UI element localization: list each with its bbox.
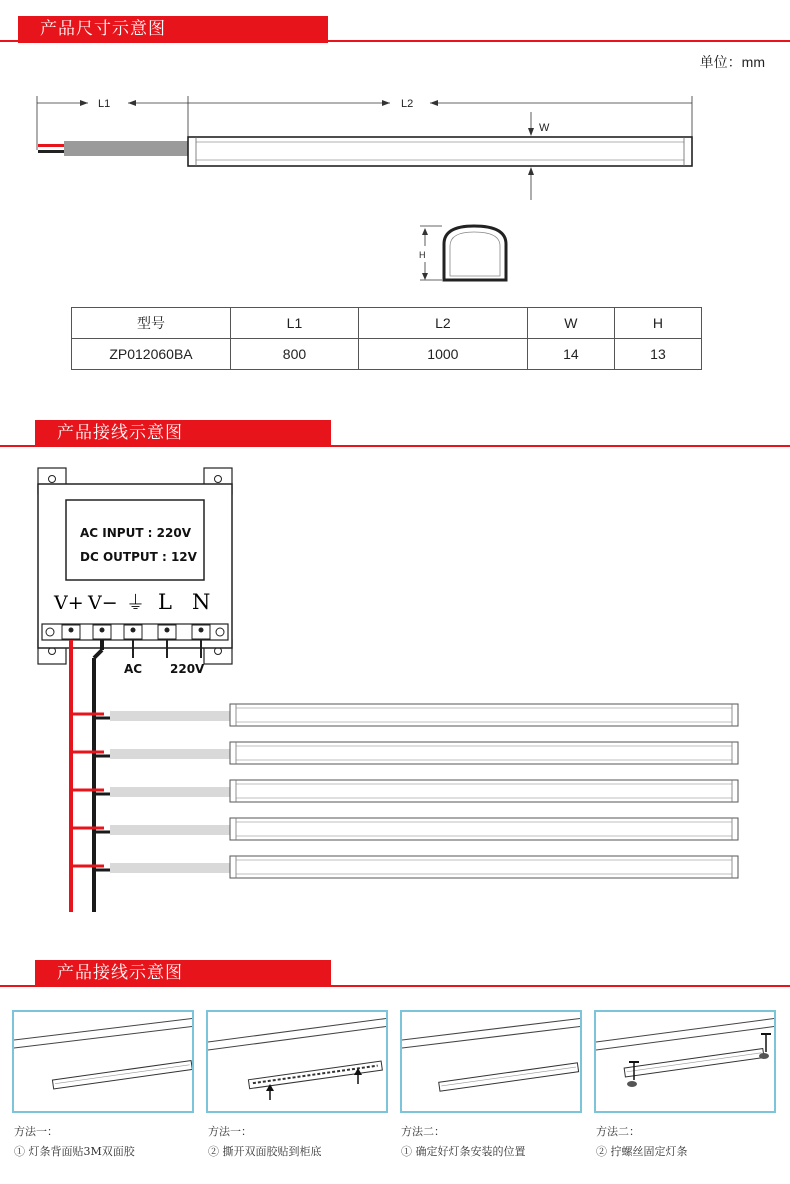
dimension-label-l2: L2: [401, 98, 414, 110]
terminal-label-n: N: [192, 590, 211, 614]
section-header-install: 产品接线示意图: [35, 960, 331, 987]
section-header-wiring: 产品接线示意图: [35, 420, 331, 447]
driver-dc-output: DC OUTPUT : 12V: [80, 550, 197, 564]
terminal-label-vplus: V+: [54, 592, 84, 614]
table-cell-l1: 800: [231, 339, 359, 370]
install-panel-4: [594, 1010, 776, 1113]
install-step-text: ② 撕开双面胶贴到柜底: [208, 1145, 322, 1158]
voltage-label: 220V: [170, 662, 205, 676]
install-panel-2: [206, 1010, 388, 1113]
install-method-label: 方法一：: [14, 1125, 58, 1138]
table-cell-w: 14: [527, 339, 614, 370]
install-panel-3: [400, 1010, 582, 1113]
terminal-label-vminus: V−: [88, 592, 118, 614]
table-header-h: H: [614, 308, 701, 339]
table-header-l2: L2: [358, 308, 527, 339]
table-cell-l2: 1000: [358, 339, 527, 370]
install-caption-4: [596, 1122, 688, 1162]
table-cell-h: 13: [614, 339, 701, 370]
install-method-label: 方法一：: [208, 1125, 252, 1138]
led-strip: [71, 856, 738, 878]
table-header-l1: L1: [231, 308, 359, 339]
section-divider: [0, 445, 790, 447]
power-driver: [38, 468, 232, 676]
table-cell-model: ZP012060BA: [72, 339, 231, 370]
section-header-dimensions: 产品尺寸示意图: [18, 16, 328, 43]
spec-table: [71, 307, 702, 370]
install-caption-1: [14, 1122, 135, 1162]
dimension-label-l1: L1: [98, 98, 111, 110]
terminal-label-ground: ⏚: [126, 592, 146, 614]
driver-ac-input: AC INPUT : 220V: [80, 526, 191, 540]
dimension-label-w: W: [539, 122, 550, 134]
led-strip: [71, 742, 738, 764]
table-header-model: 型号: [72, 308, 231, 339]
dimension-label-h: H: [419, 250, 426, 260]
led-strip: [71, 780, 738, 802]
ac-label: AC: [124, 662, 143, 676]
table-header-w: W: [527, 308, 614, 339]
led-strip: [71, 704, 738, 726]
install-method-label: 方法二：: [401, 1125, 445, 1138]
install-caption-3: [401, 1122, 526, 1162]
led-strip: [71, 818, 738, 840]
install-step-text: ② 拧螺丝固定灯条: [596, 1145, 688, 1158]
dimension-drawing: [0, 0, 790, 300]
section-divider: [0, 985, 790, 987]
install-panel-1: [12, 1010, 194, 1113]
wiring-diagram: [0, 460, 790, 920]
table-header-row: [72, 308, 702, 339]
unit-label: 单位：mm: [699, 54, 765, 70]
install-step-text: ① 灯条背面贴3M双面胶: [14, 1145, 135, 1158]
install-method-label: 方法二：: [596, 1125, 640, 1138]
install-caption-2: [208, 1122, 322, 1162]
install-step-text: ① 确定好灯条安装的位置: [401, 1145, 526, 1158]
table-row: [72, 339, 702, 370]
terminal-label-l: L: [158, 590, 172, 614]
